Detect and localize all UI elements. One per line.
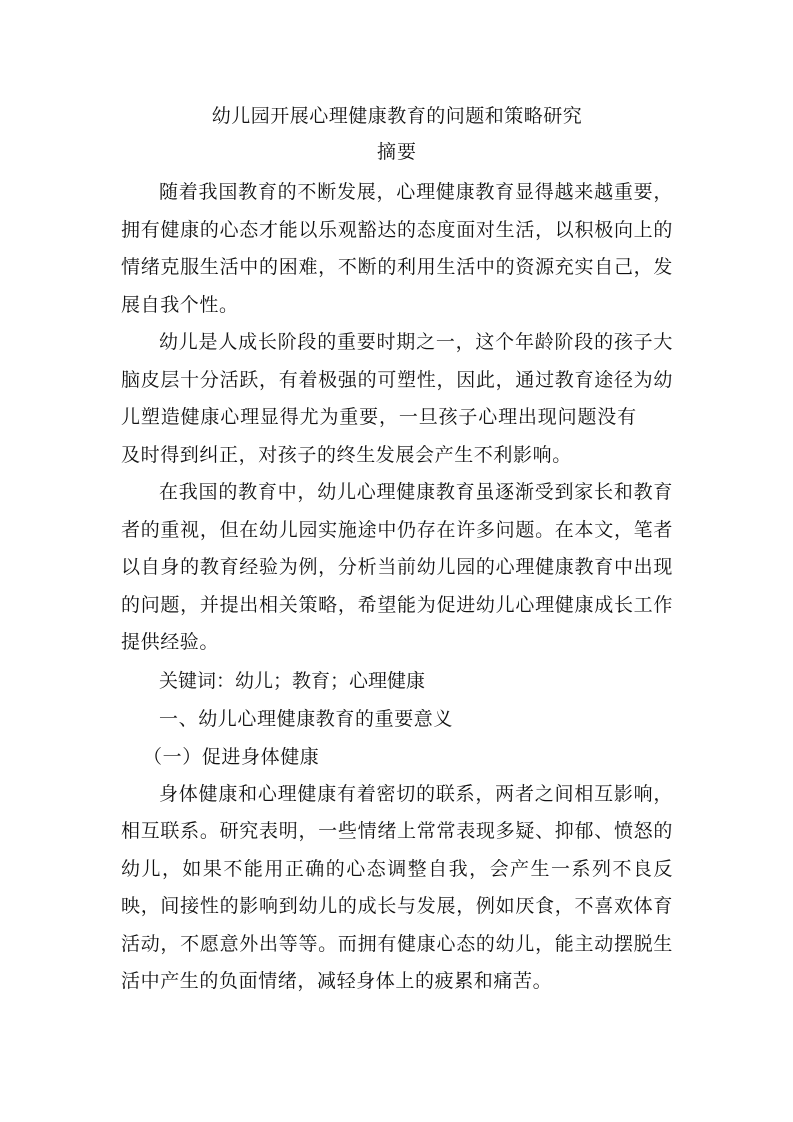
abstract-heading: 摘要 — [376, 141, 417, 163]
abstract-paragraph-2-part-1: 幼儿是人成长阶段的重要时期之一，这个年龄阶段的孩子大脑皮层十分活跃，有着极强的可塑性，因此，通过教育途径为幼儿塑造健康心理显得尤为重要，一旦孩子心理出现问题没有 — [121, 331, 673, 428]
subsection-heading: （一）促进身体健康 — [143, 745, 320, 768]
abstract-paragraph-1: 随着我国教育的不断发展，心理健康教育显得越来越重要，拥有健康的心态才能以乐观豁达的态度面对生活，以积极向上的情绪克服生活中的困难，不断的利用生活中的资源充实自己，发展自我个性。 — [121, 181, 673, 316]
document-title: 幼儿园开展心理健康教育的问题和策略研究 — [211, 105, 583, 127]
abstract-paragraph-2-part-2: 及时得到纠正，对孩子的终生发展会产生不利影响。 — [121, 443, 572, 466]
body-paragraph: 身体健康和心理健康有着密切的联系，两者之间相互影响，相互联系。研究表明，一些情绪上常常表现多疑、抑郁、愤怒的幼儿，如果不能用正确的心态调整自我，会产生一系列不良反映，间接性的影响到幼儿的成长与发展，例如厌食，不喜欢体育活动，不愿意外出等等。而拥有健康心态的幼儿，能主动摆脱生活中产生的负面情绪，减轻身体上的疲累和痛苦。 — [121, 782, 673, 992]
keywords-line: 关键词：幼儿；教育；心理健康 — [159, 669, 426, 692]
abstract-paragraph-2 — [121, 324, 673, 474]
section-heading: 一、幼儿心理健康教育的重要意义 — [159, 707, 454, 730]
document-content — [121, 98, 673, 1001]
abstract-paragraph-3: 在我国的教育中，幼儿心理健康教育虽逐渐受到家长和教育者的重视，但在幼儿园实施途中仍存在许多问题。在本文，笔者以自身的教育经验为例，分析当前幼儿园的心理健康教育中出现的问题，并提出相关策略，希望能为促进幼儿心理健康成长工作提供经验。 — [121, 481, 673, 653]
